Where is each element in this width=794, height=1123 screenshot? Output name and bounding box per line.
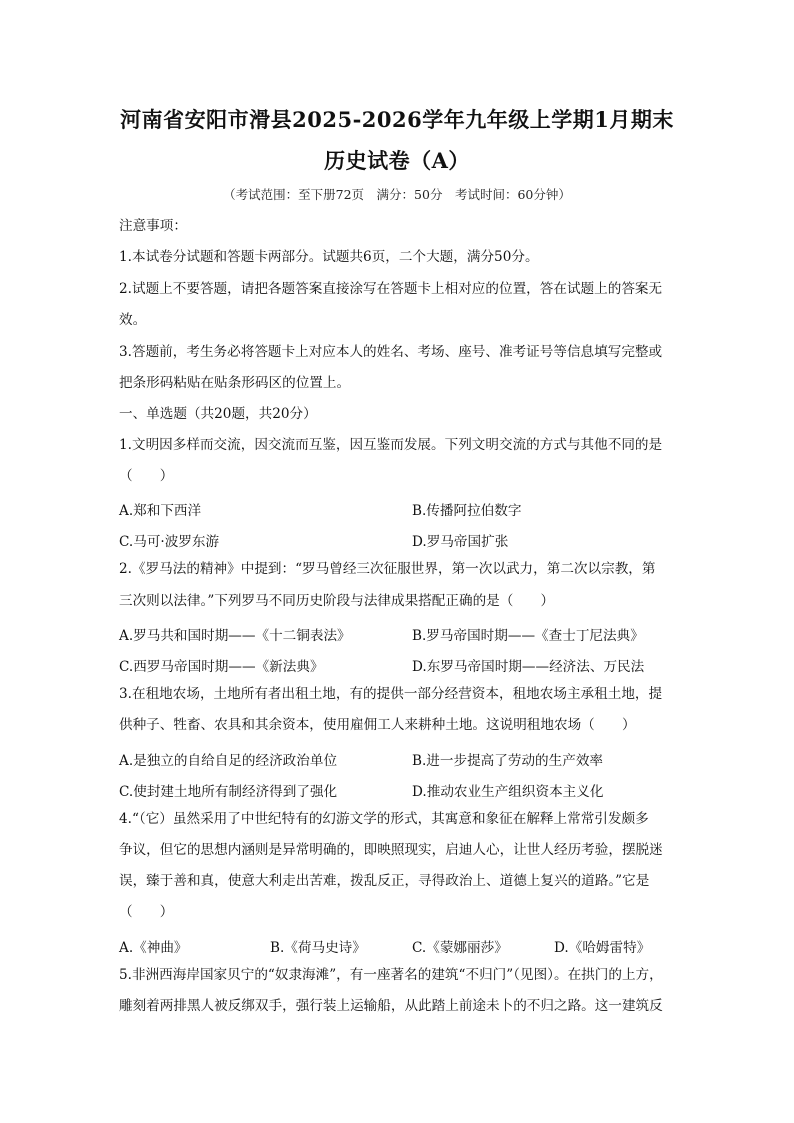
- q4-option-d: D.《哈姆雷特》: [554, 940, 651, 956]
- q2-option-a: A.罗马共和国时期——《十二铜表法》: [119, 628, 351, 644]
- q3-option-c: C.使封建土地所有制经济得到了强化: [119, 784, 338, 800]
- note-2-line2: 效。: [119, 312, 147, 328]
- q2-option-c: C.西罗马帝国时期——《新法典》: [119, 659, 324, 675]
- note-2-line1: 2.试题上不要答题，请把各题答案直接涂写在答题卡上相对应的位置，答在试题上的答案无: [119, 281, 663, 297]
- section-heading: 一、单选题（共20题，共20分）: [119, 406, 317, 422]
- q5-stem-line2: 雕刻着两排黑人被反绑双手，强行装上运输船，从此踏上前途未卜的不归之路。这一建筑反: [119, 998, 663, 1014]
- note-1: 1.本试卷分试题和答题卡两部分。试题共6页，二个大题，满分50分。: [119, 249, 539, 265]
- note-3-line1: 3.答题前，考生务必将答题卡上对应本人的姓名、考场、座号、准考证号等信息填写完整或: [119, 344, 663, 360]
- exam-title-line2: 历史试卷（A）: [324, 148, 470, 173]
- q3-option-d: D.推动农业生产组织资本主义化: [412, 784, 604, 800]
- q2-stem-line1: 2.《罗马法的精神》中提到：“罗马曾经三次征服世界，第一次以武力，第二次以宗教，第: [119, 561, 656, 577]
- q4-stem-line2: 争议，但它的思想内涵则是异常明确的，即映照现实，启迪人心，让世人经历考验，摆脱迷: [119, 842, 663, 858]
- q1-stem-line1: 1.文明因多样而交流，因交流而互鉴，因互鉴而发展。下列文明交流的方式与其他不同的是: [119, 437, 663, 453]
- q3-option-b: B.进一步提高了劳动的生产效率: [412, 753, 604, 769]
- q1-stem-line2: （ ）: [119, 468, 174, 484]
- q3-stem-line1: 3.在租地农场，土地所有者出租土地，有的提供一部分经营资本，租地农场主承租土地，提: [119, 686, 663, 702]
- q4-stem-line3: 误，臻于善和真，使意大利走出苦难，拨乱反正，寻得政治上、道德上复兴的道路。”它是: [119, 873, 650, 889]
- q3-option-a: A.是独立的自给自足的经济政治单位: [119, 753, 338, 769]
- q1-option-d: D.罗马帝国扩张: [412, 534, 509, 550]
- q3-stem-line2: 供种子、牲畜、农具和其余资本，使用雇佣工人来耕种土地。这说明租地农场（ ）: [119, 717, 636, 733]
- note-3-line2: 把条形码粘贴在贴条形码区的位置上。: [119, 375, 351, 391]
- q2-option-d: D.东罗马帝国时期——经济法、万民法: [412, 659, 645, 675]
- q4-stem-line4: （ ）: [119, 904, 174, 920]
- q4-option-a: A.《神曲》: [119, 940, 188, 956]
- q5-stem-line1: 5.非洲西海岸国家贝宁的“奴隶海滩”，有一座著名的建筑“不归门”（见图）。在拱门的上方，: [119, 967, 663, 983]
- q2-stem-line2: 三次则以法律。”下列罗马不同历史阶段与法律成果搭配正确的是（ ）: [119, 593, 555, 609]
- q1-option-a: A.郑和下西洋: [119, 503, 202, 519]
- q4-stem-line1: 4.“（它）虽然采用了中世纪特有的幻游文学的形式，其寓意和象征在解释上常常引发颇多: [119, 811, 649, 827]
- q1-option-b: B.传播阿拉伯数字: [412, 503, 522, 519]
- q2-option-b: B.罗马帝国时期——《查士丁尼法典》: [412, 628, 644, 644]
- exam-title-line1: 河南省安阳市滑县2025-2026学年九年级上学期1月期末: [120, 107, 674, 132]
- exam-info: （考试范围：至下册72页 满分：50分 考试时间：60分钟）: [223, 187, 571, 202]
- q4-option-c: C.《蒙娜丽莎》: [412, 940, 508, 956]
- q4-option-b: B.《荷马史诗》: [270, 940, 366, 956]
- q1-option-c: C.马可·波罗东游: [119, 534, 220, 550]
- notes-heading: 注意事项：: [119, 218, 187, 234]
